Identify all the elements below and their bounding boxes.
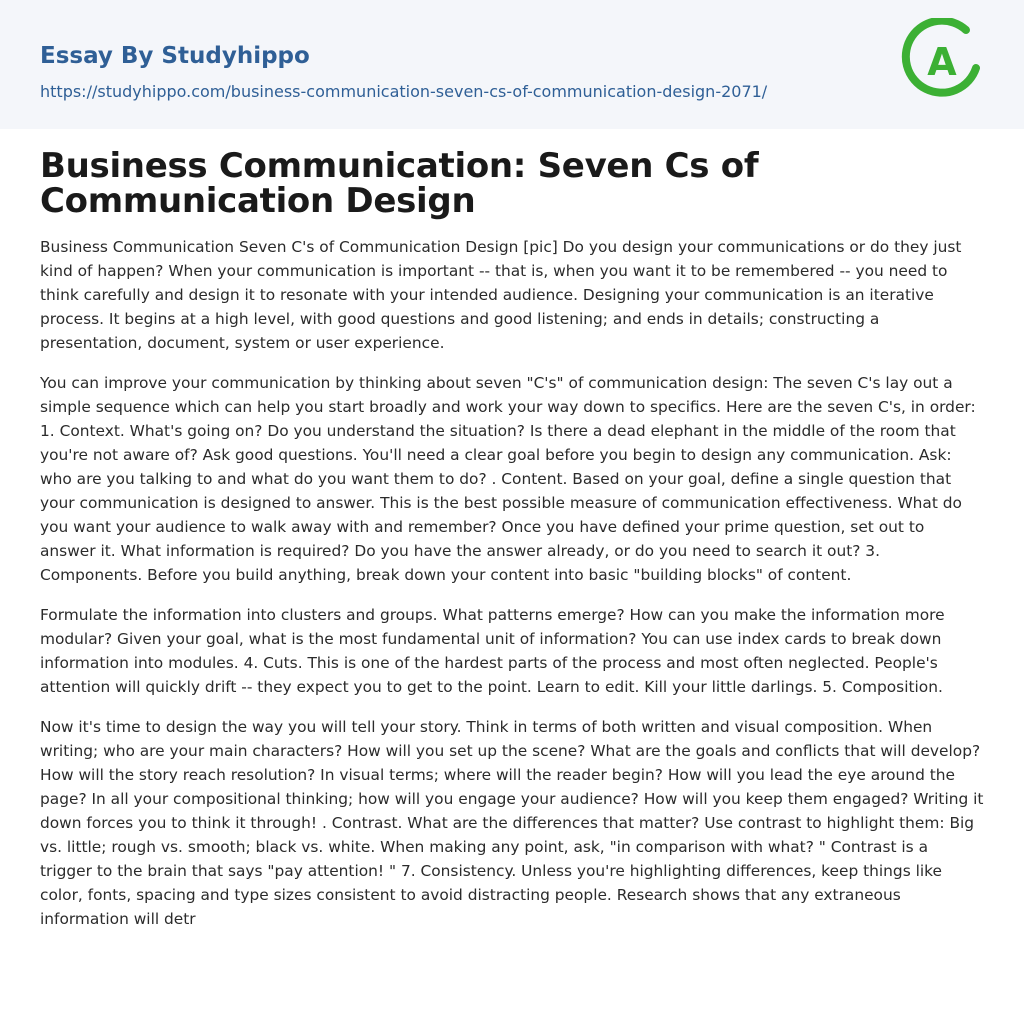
logo-letter: A — [927, 40, 957, 84]
site-brand: Essay By Studyhippo — [40, 43, 310, 69]
article-paragraph: Formulate the information into clusters and groups. What patterns emerge? How can you make the information more modular? Given your goal, what is the most fundamental unit of information? You can use index cards to break down information into modules. 4. Cuts. This is one of the hardest parts of the process and most often neglected. People's attention will quickly drift -- they expect you to get to the point. Learn to edit. Kill your little darlings. 5. Composition. — [40, 606, 945, 696]
article — [0, 129, 1024, 931]
article-paragraph: Business Communication Seven C's of Communication Design [pic] Do you design your communications or do they just kind of happen? When your communication is important -- that is, when you want it to be remembered -- you need to think carefully and design it to resonate with your intended audience. Designing your communication is an iterative process. It begins at a high level, with good questions and good listening; and ends in details; constructing a presentation, document, system or user experience. — [40, 238, 962, 352]
essay-url-link[interactable]: https://studyhippo.com/business-communication-seven-cs-of-communication-design-2071/ — [40, 82, 768, 101]
studyhippo-logo-icon[interactable] — [900, 18, 984, 102]
article-title: Business Communication: Seven Cs of Communication Design — [40, 146, 759, 221]
article-paragraph: Now it's time to design the way you will tell your story. Think in terms of both written and visual composition. When writing; who are your main characters? How will you set up the scene? What are the goals and conflicts that will develop? How will the story reach resolution? In visual terms; where will the reader begin? How will you lead the eye around the page? In all your compositional thinking; how will you engage your audience? How will you keep them engaged? Writing it down forces you to think it through! . Contrast. What are the differences that matter? Use contrast to highlight them: Big vs. little; rough vs. smooth; black vs. white. When making any point, ask, "in comparison with what? " Contrast is a trigger to the brain that says "pay attention! " 7. Consistency. Unless you're highlighting differences, keep things like color, fonts, spacing and type sizes consistent to avoid distracting people. Research shows that any extraneous information will detr — [40, 718, 984, 928]
article-paragraph: You can improve your communication by thinking about seven "C's" of communication design: The seven C's lay out a simple sequence which can help you start broadly and work your way down to specifics. Here are the seven C's, in order: 1. Context. What's going on? Do you understand the situation? Is there a dead elephant in the middle of the room that you're not aware of? Ask good questions. You'll need a clear goal before you begin to design any communication. Ask: who are you talking to and what do you want them to do? . Content. Based on your goal, define a single question that your communication is designed to answer. This is the best possible measure of communication effectiveness. What do you want your audience to walk away with and remember? Once you have defined your prime question, set out to answer it. What information is required? Do you have the answer already, or do you need to search it out? 3. Components. Before you build anything, break down your content into basic "building blocks" of content. — [40, 374, 976, 584]
site-header — [0, 0, 1024, 129]
